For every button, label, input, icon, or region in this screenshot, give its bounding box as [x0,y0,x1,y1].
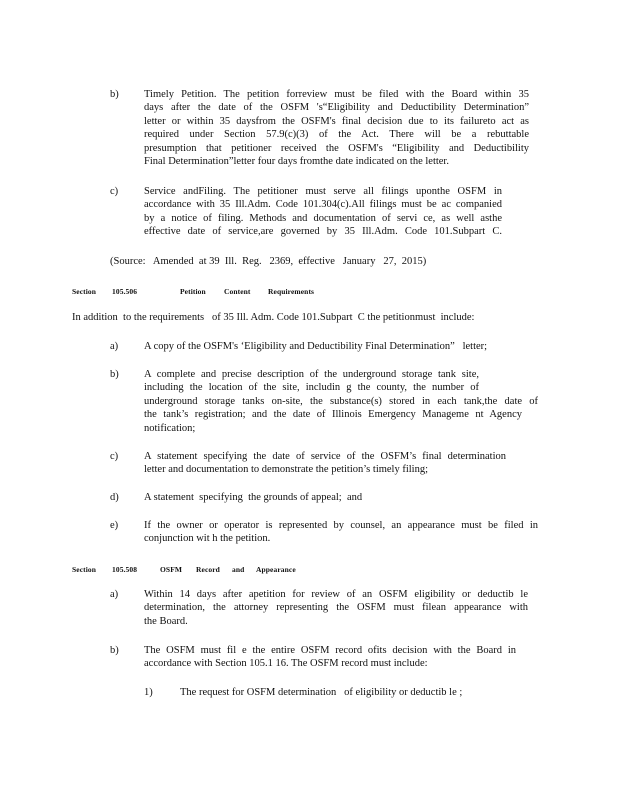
text-line: letter and documentation to demonstrate the petition’s timely filing; [144,464,429,476]
section-title-word: OSFM [160,565,183,574]
section-title-word: Requirements [268,287,315,296]
text-line: notification; [144,422,196,434]
section-number: 105.506 [112,287,138,296]
text-line: A statement specifying the date of service of the OSFM’s final determination [144,451,506,462]
item-label: c) [110,186,119,197]
text-line: Service andFiling. The petitioner must serve all filings uponthe OSFM in [144,186,502,197]
text-line: Final Determination”letter four days fromthe date indicated on the letter. [144,156,449,168]
item-label: a) [110,589,119,600]
text-line: accordance with Section 105.1 16. The OSFM record must include: [144,658,428,670]
item-label: c) [110,451,119,462]
text-line: accordance with 35 Ill.Adm. Code 101.304(c).All filings must be ac companied [144,199,502,211]
text-line: A copy of the OSFM's ‘Eligibility and Deductibility Final Determination” letter; [144,341,488,352]
text-line: determination, the attorney representing the OSFM must filean appearance with [144,602,528,614]
section-intro: In addition to the requirements of 35 Ill. Adm. Code 101.Subpart C the petitionmust include: [72,312,475,323]
section-number: 105.508 [112,565,138,574]
section-heading-105-506 [72,285,372,297]
text-line: Timely Petition. The petition forreview must be filed with the Board within 35 [144,89,529,100]
text-line: If the owner or operator is represented by counsel, an appearance must be filed in [144,520,538,531]
section-word: Section [72,287,97,296]
section-heading-105-508 [72,563,372,575]
section-title-word: Appearance [256,565,296,574]
text-line: the Board. [144,615,188,627]
text-line: letter or within 35 daysfrom the OSFM's final decision due to its failureto act as [144,115,529,127]
text-line: required under Section 57.9(c)(3) of the Act. There will be a rebuttable [144,129,529,141]
section-title-word: Content [224,287,251,296]
text-line: including the location of the site, includin g the county, the number of [144,382,479,394]
text-line: conjunction wit h the petition. [144,533,271,545]
text-line: The OSFM must fil e the entire OSFM record ofits decision with the Board in [144,645,516,656]
item-label: a) [110,341,119,352]
text-line: A complete and precise description of the underground storage tank site, [144,369,479,380]
section-title-word: and [232,565,245,574]
source-note: (Source: Amended at 39 Ill. Reg. 2369, effective January 27, 2015) [110,256,427,267]
text-line: underground storage tanks on-site, the substance(s) stored in each tank,the date of [144,395,538,407]
item-label: b) [110,645,119,656]
text-line: days after the date of the OSFM 's“Eligibility and Deductibility Determination” [144,102,529,114]
text-line: Within 14 days after apetition for review of an OSFM eligibility or deductib le [144,589,528,600]
section-word: Section [72,565,97,574]
item-label: b) [110,369,119,380]
item-label: d) [110,492,119,503]
text-line: The request for OSFM determination of eligibility or deductib le ; [180,687,463,698]
text-line: by a notice of filing. Methods and documentation of servi ce, as well asthe [144,212,502,224]
item-label: e) [110,520,119,531]
item-label: b) [110,89,119,100]
text-line: A statement specifying the grounds of appeal; and [144,492,363,503]
section-title-word: Record [196,565,220,574]
text-line: the tank’s registration; and the date of Illinois Emergency Manageme nt Agency [144,409,522,421]
section-title-word: Petition [180,287,206,296]
item-label: 1) [144,687,153,698]
text-line: presumption that petitioner received the OSFM's “Eligibility and Deductibility [144,142,529,154]
text-line: effective date of service,are governed by 35 Ill.Adm. Code 101.Subpart C. [144,226,502,238]
